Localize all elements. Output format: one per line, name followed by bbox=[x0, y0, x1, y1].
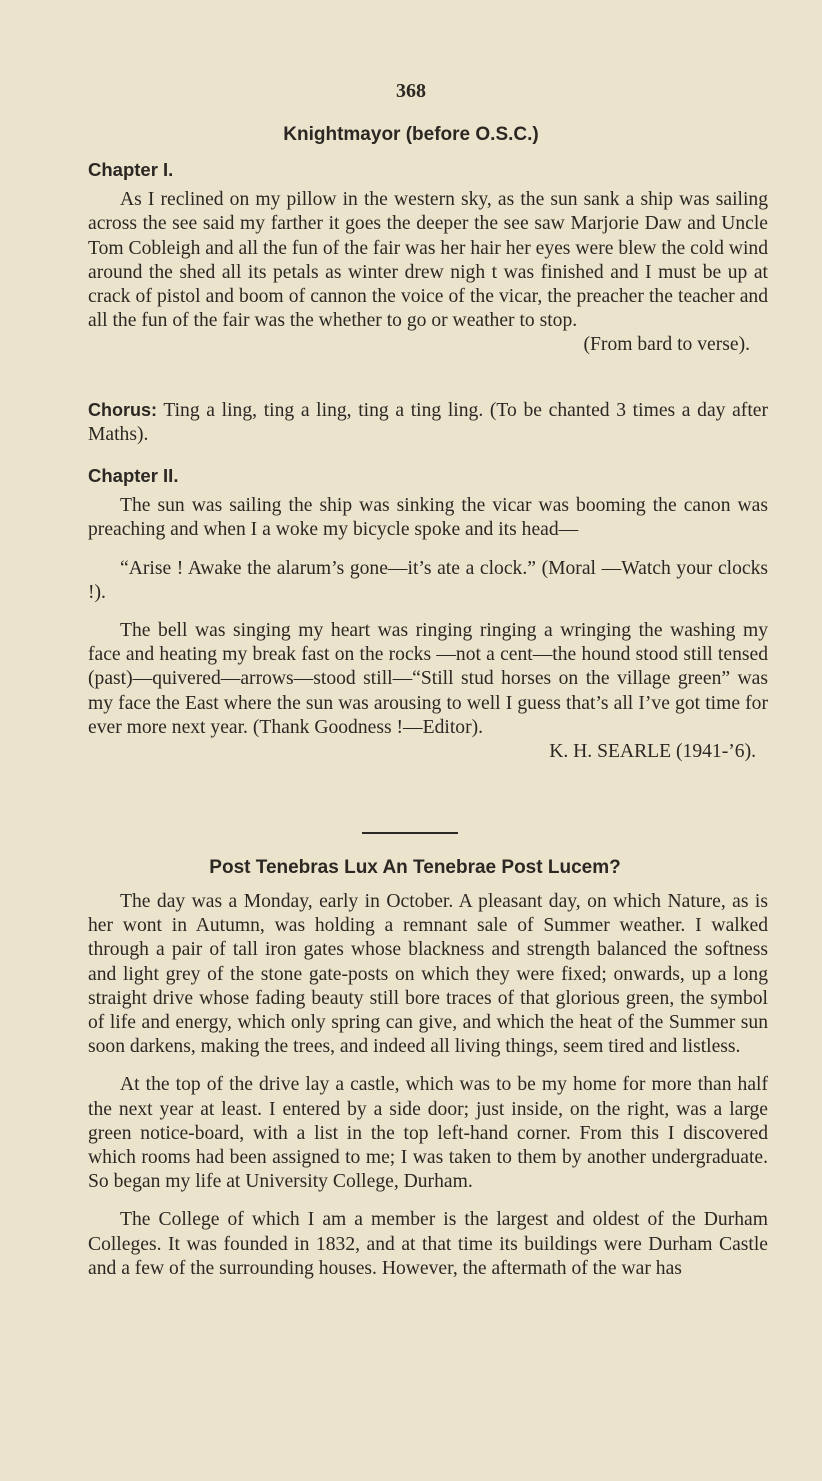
page-number: 368 bbox=[396, 80, 426, 102]
chorus-text: Ting a ling, ting a ling, ting a ting ling. (To be chanted 3 times a day after Maths). bbox=[88, 400, 768, 446]
paragraph: As I reclined on my pillow in the western sky, as the sun sank a ship was sailing across the see said my farther it goes the deeper the see saw Marjorie Daw and Uncle Tom Cobleigh and all the fun of the fair was her hair her eyes were blew the cold wind around the shed all its petals as winter drew nigh t was finished and I must be up at crack of pistol and boom of cannon the voice of the vicar, the preacher the teacher and all the fun of the fair was the whether to go or weather to stop. bbox=[88, 189, 768, 332]
article-title: Post Tenebras Lux An Tenebrae Post Lucem? bbox=[209, 857, 621, 878]
chorus-label: Chorus: bbox=[88, 400, 157, 420]
paragraph: At the top of the drive lay a castle, which was to be my home for more than half the next year at least. I entered by a side door; just inside, on the right, was a large green notice-board, with a list in the top left-hand corner. From this I discovered which rooms had been assigned to me; I was taken to them by another undergraduate. So began my life at University College, Durham. bbox=[88, 1074, 768, 1193]
paragraph: The bell was singing my heart was ringing ringing a wringing the washing my face and heating my break fast on the rocks —not a cent—the hound stood still tensed (past)—quivered—arrows—stood still—“Still stud horses on the village green” was my face the East where the sun was arousing to well I guess that’s all I’ve got time for ever more next year. (Thank Goodness !—Editor). bbox=[88, 620, 768, 738]
chapter-heading: Chapter I. bbox=[88, 159, 174, 180]
divider bbox=[362, 832, 458, 834]
signature: K. H. SEARLE (1941-’6). bbox=[549, 741, 756, 763]
article-body bbox=[88, 890, 768, 1281]
chapter-heading: Chapter II. bbox=[88, 465, 179, 486]
chapter-one bbox=[88, 158, 768, 358]
paragraph: The sun was sailing the ship was sinking the vicar was booming the canon was preaching and when I a woke my bicycle spoke and its head— bbox=[88, 495, 768, 541]
source-note: (From bard to verse). bbox=[583, 334, 750, 356]
chapter-two bbox=[88, 464, 768, 764]
paragraph: The College of which I am a member is the largest and oldest of the Durham Colleges. It was founded in 1832, and at that time its buildings were Durham Castle and a few of the surrounding houses. However, the aftermath of the war has bbox=[88, 1209, 768, 1279]
paragraph: “Arise ! Awake the alarum’s gone—it’s ate a clock.” (Moral —Watch your clocks !). bbox=[88, 557, 768, 603]
chorus bbox=[88, 398, 768, 447]
article-title: Knightmayor (before O.S.C.) bbox=[283, 124, 539, 145]
paragraph: The day was a Monday, early in October. A pleasant day, on which Nature, as is her wont in Autumn, was holding a remnant sale of Summer weather. I walked through a pair of tall iron gates whose blackness and strength balanced the softness and light grey of the stone gate-posts on which they were fixed; onwards, up a long straight drive whose fading beauty still bore traces of that glorious green, the symbol of life and energy, which only spring can give, and which the heat of the Summer sun soon darkens, making the trees, and indeed all living things, seem tired and listless. bbox=[88, 891, 768, 1058]
